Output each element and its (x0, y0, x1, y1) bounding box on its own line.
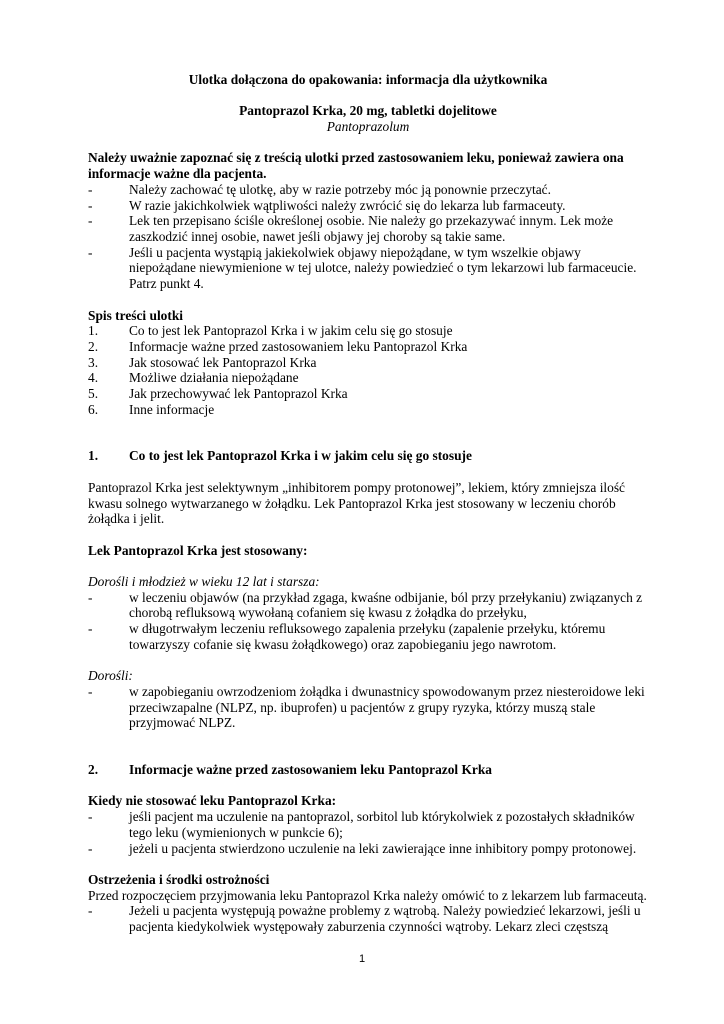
intro-bullet: - Jeśli u pacjenta wystąpią jakiekolwiek objawy niepożądane, w tym wszelkie objawy niepożądane niewymienione w tej ulotce, należy powiedzieć o tym lekarzowi lub farmaceucie. Patrz punkt 4. (88, 244, 637, 292)
toc-item: 3. Jak stosować lek Pantoprazol Krka (88, 354, 317, 370)
toc-title: Spis treści ulotki (88, 307, 183, 323)
section-1-body: Pantoprazol Krka jest selektywnym „inhibitorem pompy protonowej”, lekiem, który zmniejsza ilość kwasu solnego wytwarzanego w żołądku. Lek Pantoprazol Krka jest stosowany w leczeniu chorób żołądka i jelit. (88, 479, 625, 527)
toc-item: 5. Jak przechowywać lek Pantoprazol Krka (88, 386, 348, 402)
intro-bullet: - W razie jakichkolwiek wątpliwości należy zwrócić się do lekarza lub farmaceuty. (88, 197, 566, 213)
toc-item: 2. Informacje ważne przed zastosowaniem leku Pantoprazol Krka (88, 338, 468, 354)
toc-item: 6. Inne informacje (88, 401, 215, 417)
intro-bullet: - Należy zachować tę ulotkę, aby w razie potrzeby móc ją ponownie przeczytać. (88, 181, 551, 197)
group-2-title: Dorośli: (88, 668, 133, 684)
used-for-title: Lek Pantoprazol Krka jest stosowany: (88, 542, 308, 558)
document-page (88, 72, 648, 935)
when-not-item: - jeżeli u pacjenta stwierdzono uczulenie na leki zawierające inne inhibitory pompy protonowej. (88, 840, 637, 856)
toc-item: 4. Możliwe działania niepożądane (88, 370, 299, 386)
page-number: 1 (358, 953, 366, 965)
warnings-item: - Jeżeli u pacjenta występują poważne problemy z wątrobą. Należy powiedzieć lekarzowi, jeśli u pacjenta kiedykolwiek występowały zaburzenia czynności wątroby. Lekarz zleci częstszą (88, 903, 641, 935)
toc-item: 1. Co to jest lek Pantoprazol Krka i w jakim celu się go stosuje (88, 323, 453, 339)
section-1-heading: 1. Co to jest lek Pantoprazol Krka i w jakim celu się go stosuje (88, 448, 472, 464)
product-name: Pantoprazol Krka, 20 mg, tabletki dojelitowe (239, 103, 497, 119)
when-not-title: Kiedy nie stosować leku Pantoprazol Krka: (88, 793, 337, 809)
group-1-title: Dorośli i młodzież w wieku 12 lat i starsza: (88, 574, 320, 589)
leaflet-title: Ulotka dołączona do opakowania: informacja dla użytkownika (188, 72, 548, 87)
warnings-title: Ostrzeżenia i środki ostrożności (88, 871, 270, 887)
group-1-item: - w leczeniu objawów (na przykład zgaga, kwaśne odbijanie, ból przy przełykaniu) związanych z chorobą refluksową wywołaną cofaniem się kwasu z żołądka do przełyku, (88, 589, 643, 621)
active-substance: Pantoprazolum (326, 119, 410, 135)
intro-warning: Należy uważnie zapoznać się z treścią ulotki przed zastosowaniem leku, ponieważ zawiera ona informacje ważne dla pacjenta. (88, 150, 624, 182)
group-1-item: - w długotrwałym leczeniu refluksowego zapalenia przełyku (zapalenie przełyku, któremu towarzyszy cofanie się kwasu żołądkowego) oraz zapobieganiu jego nawrotom. (88, 621, 606, 652)
group-2-item: - w zapobieganiu owrzodzeniom żołądka i dwunastnicy spowodowanym przez niesteroidowe leki przeciwzapalne (NLPZ, np. ibuprofen) u pacjentów z grupy ryzyka, którzy muszą stale przyjmować NLPZ. (88, 683, 645, 731)
intro-bullet: - Lek ten przepisano ściśle określonej osobie. Nie należy go przekazywać innym. Lek może zaszkodzić innej osobie, nawet jeśli objawy jej choroby są takie same. (88, 213, 614, 244)
when-not-item: - jeśli pacjent ma uczulenie na pantoprazol, sorbitol lub którykolwiek z pozostałych składników tego leku (wymienionych w punkcie 6); (88, 809, 635, 840)
warnings-intro: Przed rozpoczęciem przyjmowania leku Pantoprazol Krka należy omówić to z lekarzem lub farmaceutą. (88, 887, 647, 903)
section-2-heading: 2. Informacje ważne przed zastosowaniem leku Pantoprazol Krka (88, 762, 492, 778)
